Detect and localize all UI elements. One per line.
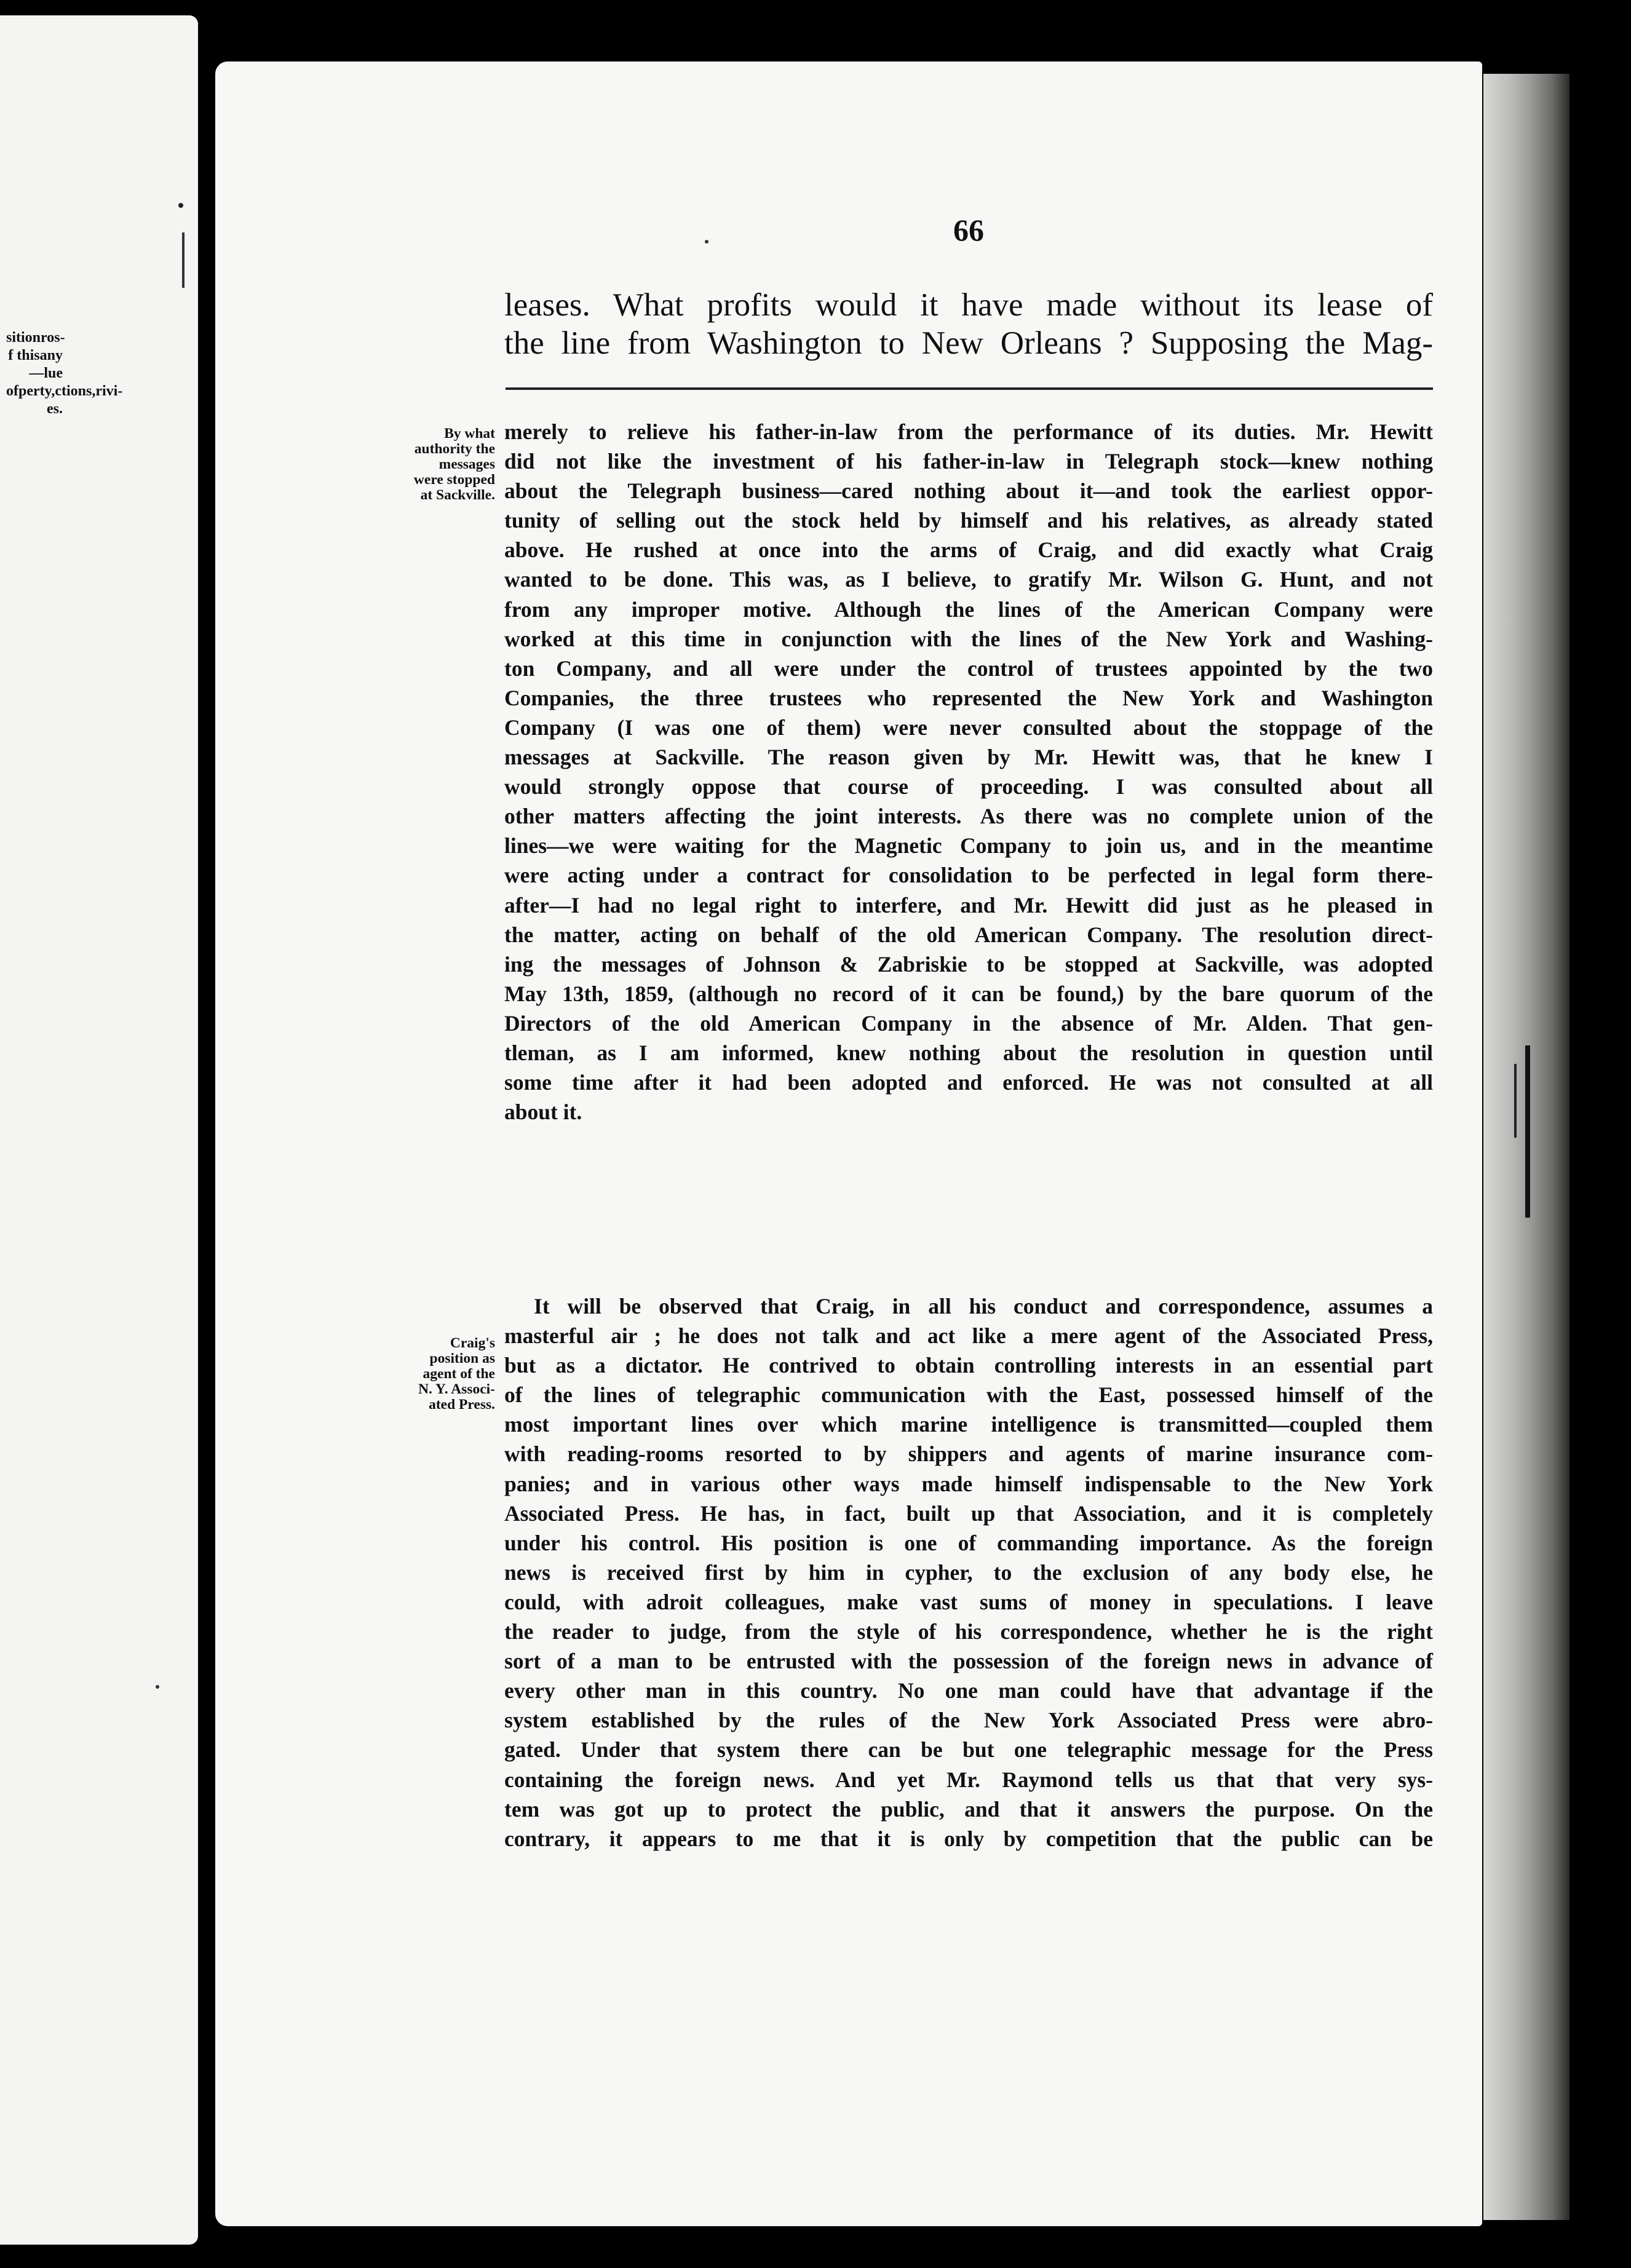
text-line: panies; and in various other ways made himself indispensable to the New York <box>504 1471 1433 1496</box>
text-line: from any improper motive. Although the lines of the American Company were <box>504 597 1433 622</box>
carryover-text <box>504 286 1433 362</box>
left-note-line: any— <box>29 347 63 381</box>
text-line: Company (I was one of them) were never consulted about the stoppage of the <box>504 715 1433 740</box>
text-line: ton Company, and all were under the control of trustees appointed by the two <box>504 656 1433 681</box>
text-line: gated. Under that system there can be but one telegraphic message for the Press <box>504 1737 1433 1762</box>
text-line: did not like the investment of his father-in-law in Telegraph stock—knew nothing <box>504 449 1433 474</box>
sidenote-craig-position <box>372 1336 495 1413</box>
sidenote-line: messages <box>439 456 495 472</box>
text-line: Directors of the old American Company in the absence of Mr. Alden. That gen- <box>504 1010 1433 1036</box>
text-line: news is received first by him in cypher, to the exclusion of any body else, he <box>504 1560 1433 1585</box>
section-rule <box>506 387 1433 390</box>
text-line: about the Telegraph business—cared nothing about it—and took the earliest oppor- <box>504 478 1433 504</box>
text-line: would strongly oppose that course of proceeding. I was consulted about all <box>504 774 1433 799</box>
text-line: masterful air ; he does not talk and act like a mere agent of the Associated Press, <box>504 1323 1433 1349</box>
sidenote-line: ated Press. <box>429 1397 495 1413</box>
sidenote-line: Craig's <box>450 1335 495 1351</box>
text-line: under his control. His position is one of commanding importance. As the foreign <box>504 1530 1433 1555</box>
text-line: contrary, it appears to me that it is only by competition that the public can be <box>504 1826 1433 1851</box>
page-edge-mark <box>1525 1045 1530 1218</box>
sidenote-line: were stopped <box>413 472 495 488</box>
text-line: other matters affecting the joint interests. As there was no complete union of the <box>504 804 1433 829</box>
text-line: sort of a man to be entrusted with the possession of the foreign news in advance of <box>504 1649 1433 1674</box>
left-note-line: lue of <box>6 365 63 399</box>
stray-mark <box>705 240 708 244</box>
text-line: the reader to judge, from the style of his correspondence, whether he is the right <box>504 1619 1433 1644</box>
right-page <box>215 61 1482 2226</box>
sidenote-sackville <box>372 426 495 503</box>
carryover-line: the line from Washington to New Orleans ? Supposing the Mag- <box>504 325 1433 361</box>
sidenote-line: agent of the <box>423 1366 495 1382</box>
text-line: It will be observed that Craig, in all his conduct and correspondence, assumes a <box>534 1294 1433 1318</box>
text-line: after—I had no legal right to interfere, and Mr. Hewitt did just as he pleased in <box>504 892 1433 918</box>
left-note-line: sition <box>6 330 41 346</box>
text-line: merely to relieve his father-in-law from the performance of its duties. Mr. Hewitt <box>504 419 1433 444</box>
left-page-mark <box>178 203 183 208</box>
text-line: wanted to be done. This was, as I believe, to gratify Mr. Wilson G. Hunt, and not <box>504 567 1433 592</box>
sidenote-line: authority the <box>414 441 495 457</box>
text-line: lines—we were waiting for the Magnetic Company to join us, and in the meantime <box>504 833 1433 858</box>
paragraph-craig <box>504 1291 1433 1854</box>
sidenote-line: By what <box>444 426 495 442</box>
left-note-line: ros- <box>41 330 65 346</box>
sidenote-line: position as <box>429 1350 495 1366</box>
text-line: May 13th, 1859, (although no record of it can be found,) by the bare quorum of the <box>504 981 1433 1006</box>
left-page-dot <box>156 1685 159 1689</box>
left-note-line: es. <box>47 401 63 417</box>
left-note-line: ctions, <box>55 383 96 399</box>
paragraph-stoppage <box>504 417 1433 1127</box>
text-line: could, with adroit colleagues, make vast sums of money in speculations. I leave <box>504 1589 1433 1614</box>
text-line: messages at Sackville. The reason given by Mr. Hewitt was, that he knew I <box>504 745 1433 770</box>
left-note-line: f this <box>8 347 40 363</box>
text-line: Associated Press. He has, in fact, built up that Association, and it is completely <box>504 1501 1433 1526</box>
page-edge-mark-2 <box>1514 1064 1517 1138</box>
text-line: with reading-rooms resorted to by shippers and agents of marine insurance com- <box>504 1441 1433 1467</box>
text-line: tleman, as I am informed, knew nothing about the resolution in question until <box>504 1040 1433 1065</box>
text-line: of the lines of telegraphic communication with the East, possessed himself of the <box>504 1382 1433 1408</box>
left-page-tick <box>182 232 185 288</box>
left-note-line: perty, <box>18 383 55 399</box>
sidenote-line: at Sackville. <box>420 487 495 503</box>
text-line: system established by the rules of the New York Associated Press were abro- <box>504 1708 1433 1733</box>
text-line: the matter, acting on behalf of the old American Company. The resolution direct- <box>504 922 1433 947</box>
left-page-margin-note <box>6 329 123 418</box>
text-line: Companies, the three trustees who represented the New York and Washington <box>504 685 1433 710</box>
text-line: about it. <box>504 1100 582 1125</box>
text-line: tem was got up to protect the public, and that it answers the purpose. On the <box>504 1796 1433 1822</box>
text-line: most important lines over which marine intelligence is transmitted—coupled them <box>504 1412 1433 1437</box>
text-line: were acting under a contract for consolidation to be perfected in legal form there- <box>504 863 1433 888</box>
text-line: containing the foreign news. And yet Mr. Raymond tells us that that very sys- <box>504 1767 1433 1792</box>
carryover-line: leases. What profits would it have made without its lease of <box>504 287 1433 323</box>
text-line: but as a dictator. He contrived to obtain controlling interests in an essential part <box>504 1353 1433 1378</box>
text-line: every other man in this country. No one man could have that advantage if the <box>504 1678 1433 1703</box>
sidenote-line: N. Y. Associ- <box>418 1381 495 1397</box>
text-line: some time after it had been adopted and enforced. He was not consulted at all <box>504 1070 1433 1095</box>
text-line: worked at this time in conjunction with the lines of the New York and Washing- <box>504 626 1433 651</box>
page-number: 66 <box>953 213 984 247</box>
left-note-line: rivi- <box>95 383 123 399</box>
text-line: tunity of selling out the stock held by himself and his relatives, as already stated <box>504 508 1433 533</box>
text-line: above. He rushed at once into the arms of Craig, and did exactly what Craig <box>504 537 1433 563</box>
text-line: ing the messages of Johnson & Zabriskie to be stopped at Sackville, was adopted <box>504 951 1433 977</box>
